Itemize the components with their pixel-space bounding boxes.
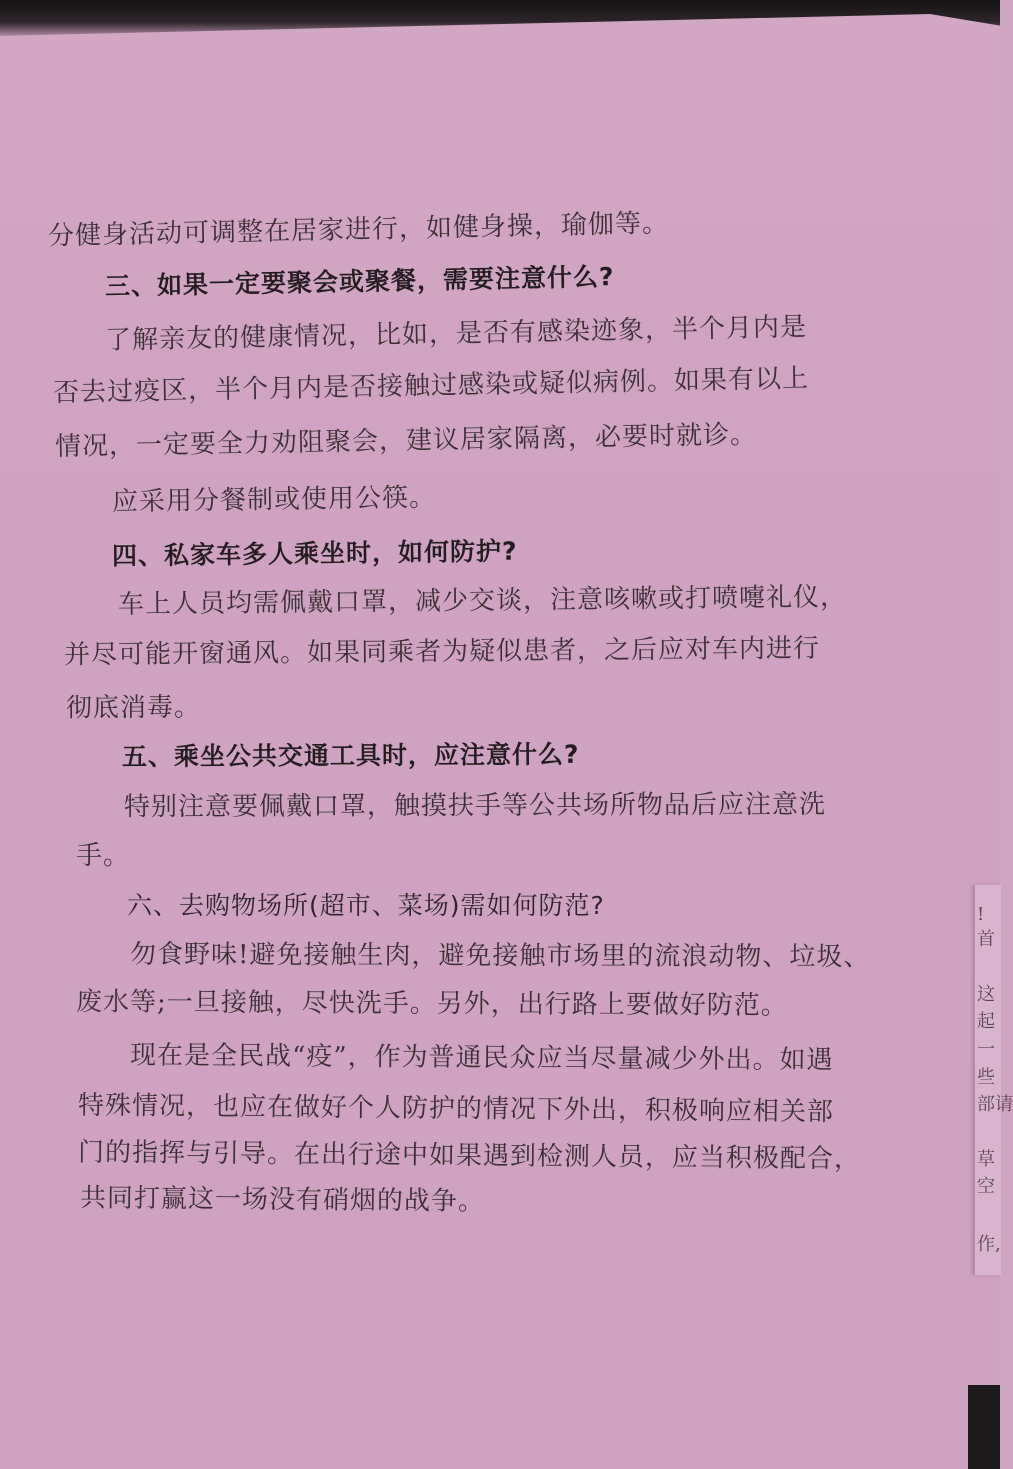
body-line: 车上人员均需佩戴口罩，减少交谈，注意咳嗽或打喷嚏礼仪，	[117, 582, 848, 620]
edge-fragment: 首	[977, 929, 995, 950]
body-line: 彻底消毒。	[65, 692, 202, 724]
edge-fragment: 一	[977, 1039, 995, 1060]
body-line: 应采用分餐制或使用公筷。	[111, 482, 437, 518]
body-line: 特别注意要佩戴口罩，触摸扶手等公共场所物品后应注意洗	[123, 789, 827, 823]
edge-fragment: 草	[977, 1149, 995, 1170]
body-line: 了解亲友的健康情况，比如，是否有感染迹象，半个月内是	[104, 312, 808, 356]
section-heading-5: 五、乘坐公共交通工具时，应注意什么?	[121, 739, 580, 772]
section-heading-4: 四、私家车多人乘坐时，如何防护?	[111, 536, 518, 571]
section-heading-6: 六、去购物场所(超市、菜场)需如何防范?	[127, 891, 605, 920]
body-line: 否去过疫区，半个月内是否接触过感染或疑似病例。如果有以上	[52, 363, 810, 409]
body-line: 门的指挥与引导。在出行途中如果遇到检测人员，应当积极配合，	[77, 1137, 862, 1175]
section-heading-3: 三、如果一定要聚会或聚餐，需要注意什么?	[104, 262, 615, 301]
edge-fragment: 部请	[977, 1094, 1013, 1115]
body-line: 废水等;一旦接触，尽快洗手。另外，出行路上要做好防范。	[75, 987, 788, 1021]
body-line: 分健身活动可调整在居家进行，如健身操，瑜伽等。	[47, 208, 670, 252]
edge-fragment: 空	[977, 1176, 995, 1197]
edge-fragment: 起	[977, 1011, 995, 1032]
body-line: 现在是全民战“疫”，作为普通民众应当尽量减少外出。如遇	[129, 1040, 834, 1076]
body-line: 情况，一定要全力劝阻聚会，建议居家隔离，必要时就诊。	[54, 419, 758, 463]
body-line: 手。	[76, 841, 131, 871]
body-line: 共同打赢这一场没有硝烟的战争。	[79, 1183, 486, 1217]
body-line: 并尽可能开窗通风。如果同乘者为疑似患者，之后应对车内进行	[63, 633, 821, 671]
body-line: 特殊情况，也应在做好个人防护的情况下外出，积极响应相关部	[77, 1090, 835, 1128]
edge-fragment: 作,	[977, 1234, 1001, 1255]
edge-fragment: 些	[977, 1067, 995, 1088]
edge-fragment: 这	[977, 984, 995, 1005]
edge-fragment: !	[977, 904, 985, 925]
body-line: 勿食野味!避免接触生肉，避免接触市场里的流浪动物、垃圾、	[129, 939, 871, 973]
